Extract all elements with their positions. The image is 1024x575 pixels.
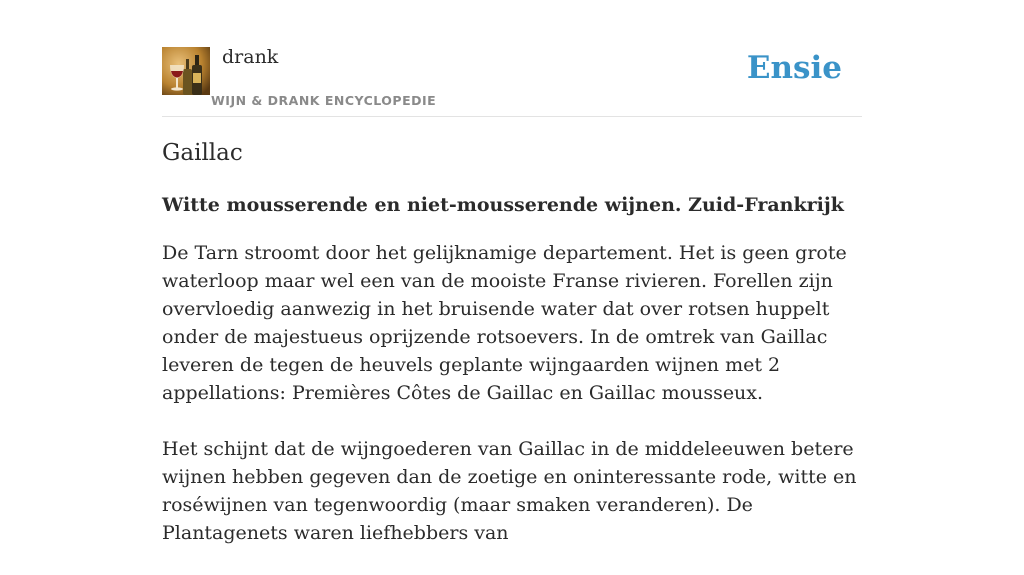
article-subtitle: Witte mousserende en niet-mousserende wijnen. Zuid-Frankrijk: [162, 194, 844, 216]
article-title: Gaillac: [162, 140, 243, 166]
category-avatar[interactable]: [162, 47, 210, 95]
category-link[interactable]: drank: [222, 46, 279, 68]
article-paragraph: Het schijnt dat de wijngoederen van Gaillac in de middeleeuwen betere wijnen hebben gegeven dan de zoetige en oninteressante rode, witte en roséwijnen van tegenwoordig (maar smaken veranderen). De Plantagenets waren liefhebbers van: [162, 438, 857, 544]
wine-bottles-icon: [162, 47, 210, 95]
article-paragraph: De Tarn stroomt door het gelijknamige departement. Het is geen grote waterloop maar wel een van de mooiste Franse rivieren. Forellen zijn overvloedig aanwezig in het bruisende water dat over rotsen huppelt onder de majestueus oprijzende rotsoevers. In de omtrek van Gaillac leveren de tegen de heuvels geplante wijngaarden wijnen met 2 appellations: Premières Côtes de Gaillac en Gaillac mousseux.: [162, 242, 847, 404]
site-header: [162, 0, 862, 117]
page-container: [162, 0, 862, 544]
article-body: [162, 239, 867, 575]
category-subtitle: WIJN & DRANK ENCYCLOPEDIE: [211, 93, 437, 108]
brand-logo[interactable]: Ensie: [746, 50, 842, 86]
